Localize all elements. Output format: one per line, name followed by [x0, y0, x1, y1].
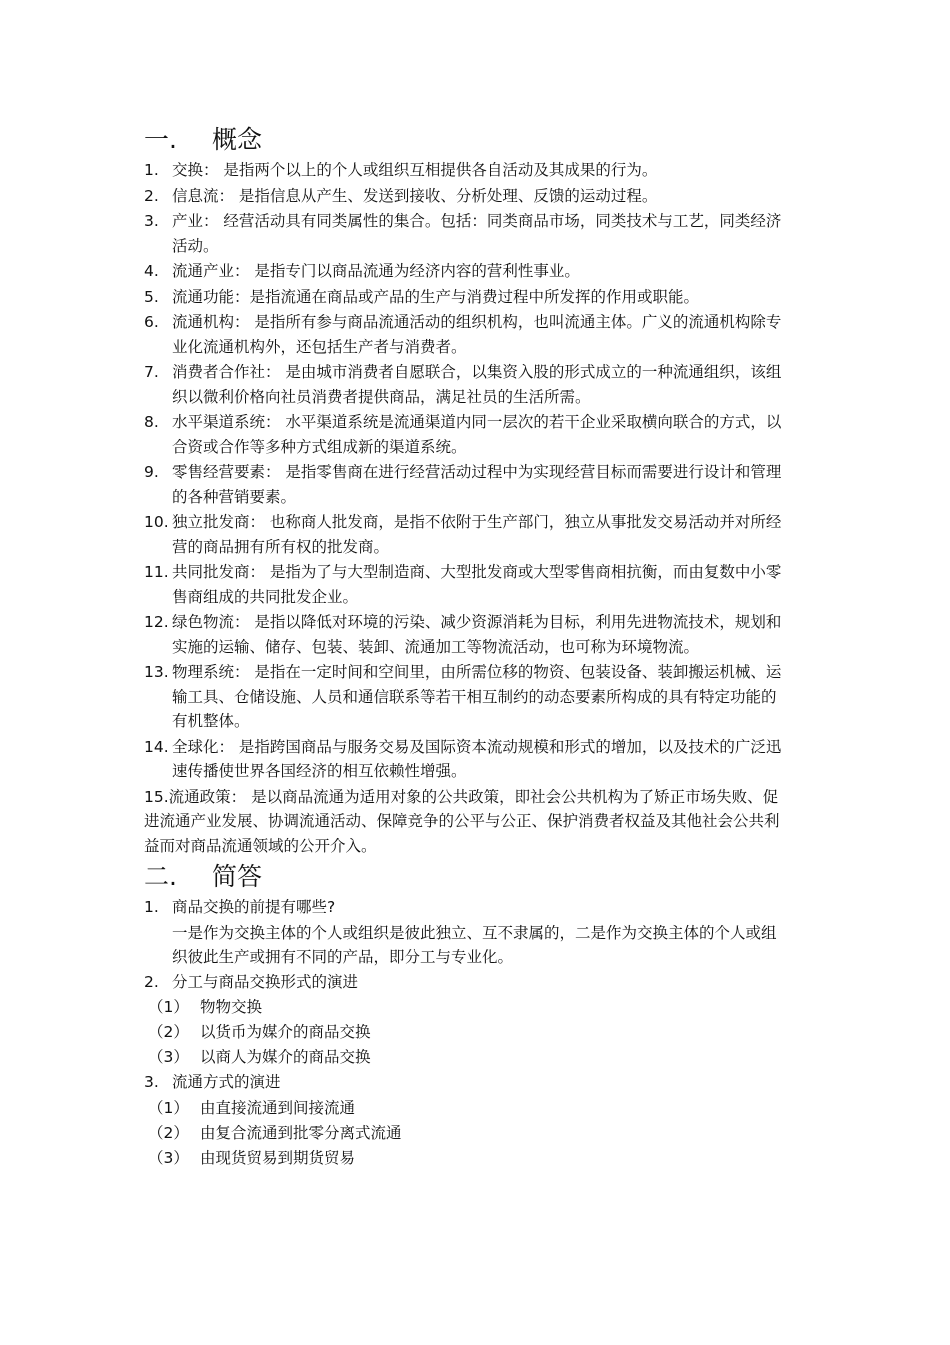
sub-text: 物物交换 [200, 998, 263, 1016]
item-text: 独立批发商： 也称商人批发商，是指不依附于生产部门，独立从事批发交易活动并对所经营的商品拥有所有权的批发商。 [172, 513, 782, 556]
item-text: 流通政策： 是以商品流通为适用对象的公共政策，即社会公共机构为了矫正市场失败、促进流通产业发展、协调流通活动、保障竞争的公平与公正、保护消费者权益及其他社会公共利益而对商品流通领域的公开介入。 [144, 787, 780, 855]
list-item [144, 560, 784, 609]
item-text: 消费者合作社： 是由城市消费者自愿联合，以集资入股的形式成立的一种流通组织，该组织以微利价格向社员消费者提供商品，满足社员的生活所需。 [172, 363, 782, 406]
section-title: 简答 [212, 862, 263, 891]
sub-number: （3） [148, 1148, 189, 1167]
item-number: 13. [144, 663, 169, 681]
item-number: 8. [144, 413, 159, 431]
list-item [144, 209, 784, 258]
sub-text: 以商人为媒介的商品交换 [200, 1048, 371, 1066]
list-item [144, 735, 784, 784]
question-item [144, 970, 784, 995]
sub-text: 由直接流通到间接流通 [200, 1098, 356, 1117]
list-item [144, 610, 784, 659]
sub-number: （2） [148, 1023, 189, 1041]
question-text: 商品交换的前提有哪些? [172, 898, 336, 916]
sub-item [144, 1121, 784, 1146]
list-item [144, 410, 784, 459]
section-number: 二. [144, 862, 177, 891]
item-text: 绿色物流： 是指以降低对环境的污染、减少资源消耗为目标，利用先进物流技术，规划和实施的运输、储存、包装、装卸、流通加工等物流活动，也可称为环境物流。 [172, 613, 782, 656]
item-number: 2. [144, 186, 159, 205]
document-body [144, 122, 784, 1171]
item-number: 3. [144, 212, 159, 230]
item-number: 5. [144, 287, 159, 306]
sub-text: 以货币为媒介的商品交换 [200, 1023, 371, 1041]
item-number: 6. [144, 313, 159, 331]
sub-item [144, 1045, 784, 1070]
item-number: 14. [144, 737, 169, 756]
sub-number: （2） [148, 1123, 189, 1142]
sub-item [144, 1020, 784, 1045]
item-text: 水平渠道系统： 水平渠道系统是流通渠道内同一层次的若干企业采取横向联合的方式，以合资或合作等多种方式组成新的渠道系统。 [172, 413, 782, 456]
list-item [144, 285, 784, 310]
sub-text: 由复合流通到批零分离式流通 [200, 1123, 402, 1142]
item-number: 12. [144, 613, 169, 631]
item-number: 9. [144, 463, 159, 481]
item-text: 交换： 是指两个以上的个人或组织互相提供各自活动及其成果的行为。 [172, 161, 658, 179]
sub-number: （1） [148, 1098, 189, 1117]
item-text: 流通产业： 是指专门以商品流通为经济内容的营利性事业。 [172, 262, 580, 280]
question-number: 3. [144, 1073, 159, 1091]
item-number: 15. [144, 787, 169, 806]
list-item [144, 660, 784, 734]
item-text: 信息流： 是指信息从产生、发送到接收、分析处理、反馈的运动过程。 [172, 186, 658, 205]
sub-number: （3） [148, 1048, 189, 1066]
item-number: 7. [144, 363, 159, 381]
list-item [144, 360, 784, 409]
list-item [144, 510, 784, 559]
concept-list [144, 158, 784, 858]
item-number: 4. [144, 262, 159, 280]
item-text: 物理系统： 是指在一定时间和空间里，由所需位移的物资、包装设备、装卸搬运机械、运输工具、仓储设施、人员和通信联系等若干相互制约的动态要素所构成的具有特定功能的有机整体。 [172, 663, 782, 730]
item-text: 产业： 经营活动具有同类属性的集合。包括：同类商品市场，同类技术与工艺，同类经济活动。 [172, 212, 782, 255]
sub-item [144, 1096, 784, 1121]
question-number: 2. [144, 972, 159, 991]
question-item [144, 895, 784, 920]
item-text: 零售经营要素： 是指零售商在进行经营活动过程中为实现经营目标而需要进行设计和管理的各种营销要素。 [172, 463, 782, 506]
item-number: 10. [144, 513, 169, 531]
item-number: 11. [144, 563, 169, 581]
sub-number: （1） [148, 998, 189, 1016]
list-item [144, 259, 784, 284]
list-item [144, 310, 784, 359]
list-item [144, 460, 784, 509]
sub-item [144, 995, 784, 1020]
question-number: 1. [144, 898, 159, 916]
question-list [144, 895, 784, 1171]
item-text: 全球化： 是指跨国商品与服务交易及国际资本流动规模和形式的增加，以及技术的广泛迅速传播使世界各国经济的相互依赖性增强。 [172, 737, 782, 780]
section-title: 概念 [212, 125, 263, 154]
section-heading-concepts [144, 122, 784, 158]
question-text: 流通方式的演进 [172, 1073, 281, 1091]
item-text: 共同批发商： 是指为了与大型制造商、大型批发商或大型零售商相抗衡，而由复数中小零售商组成的共同批发企业。 [172, 563, 782, 606]
answer-text: 一是作为交换主体的个人或组织是彼此独立、互不隶属的，二是作为交换主体的个人或组织彼此生产或拥有不同的产品，即分工与专业化。 [172, 923, 777, 966]
sub-text: 由现货贸易到期货贸易 [200, 1148, 356, 1167]
list-item [144, 158, 784, 183]
question-text: 分工与商品交换形式的演进 [172, 972, 359, 991]
item-number: 1. [144, 161, 159, 179]
question-item [144, 1070, 784, 1095]
sub-item [144, 1146, 784, 1171]
item-text: 流通机构： 是指所有参与商品流通活动的组织机构，也叫流通主体。广义的流通机构除专业化流通机构外，还包括生产者与消费者。 [172, 313, 782, 356]
item-text: 流通功能：是指流通在商品或产品的生产与消费过程中所发挥的作用或职能。 [172, 287, 700, 306]
list-item [144, 785, 784, 859]
section-heading-short-answers [144, 859, 784, 895]
section-number: 一. [144, 125, 177, 154]
list-item [144, 184, 784, 209]
